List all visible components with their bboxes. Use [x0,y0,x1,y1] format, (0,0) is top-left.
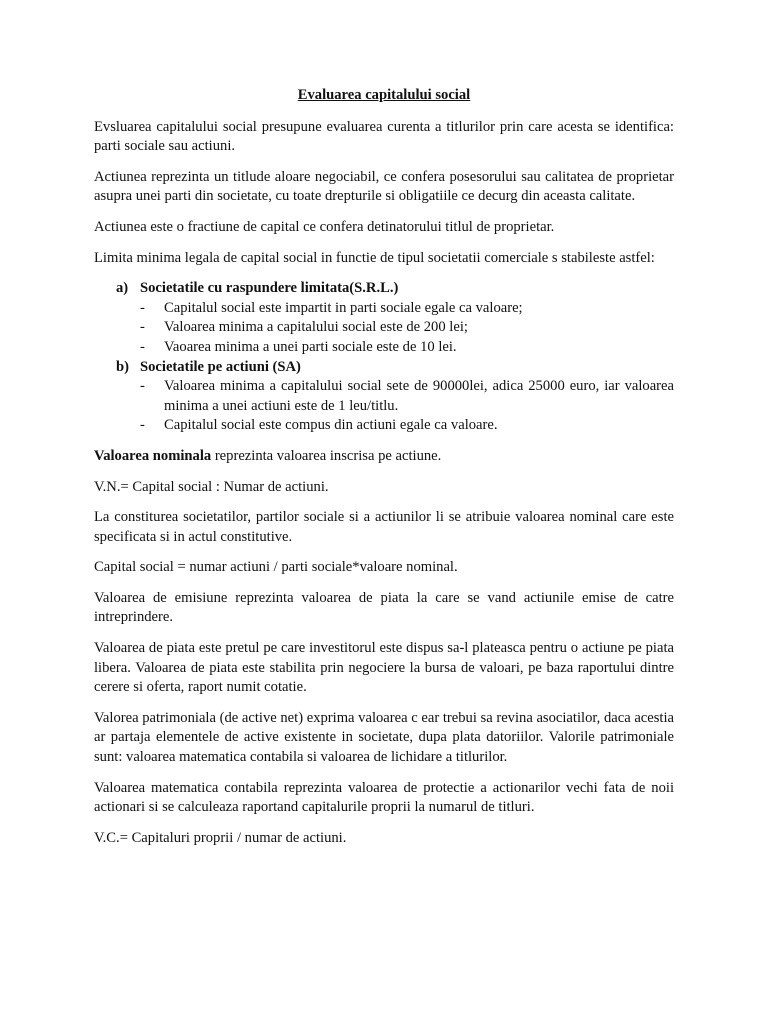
list-item [94,377,674,416]
section-sa-title: Societatile pe actiuni (SA) [140,358,301,375]
paragraph-actiunea-definition: Actiunea reprezinta un titlude aloare negociabil, ce confera posesorului sau calitatea de proprietar asupra unei parti din societate, cu toate drepturile si obligatiile ce decurg din aceasta calitate. [94,168,674,205]
paragraph-constitution: La constiturea societatilor, partilor sociale si a actiunilor li se atribuie valoarea nominal care este specificata si in actul constitutive. [94,509,674,545]
section-srl-items [94,299,674,358]
paragraph-market-value: Valoarea de piata este pretul pe care investitorul este dispus sa-l plateasca pentru o actiune pe piata libera. Valoarea de piata este stabilita prin negociere la bursa de valoari, pe baza raportului dintre cerere si oferta, raport numit cotatie. [94,640,674,696]
paragraph-intro: Evsluarea capitalului social presupune evaluarea curenta a titlurilor prin care acesta se identifica: parti sociale sau actiuni. [94,118,674,155]
list-item [94,299,674,319]
list-item-text: Vaoarea minima a unei parti sociale este de 10 lei. [164,338,457,355]
list-item [94,318,674,338]
paragraph-actiunea-fraction: Actiunea este o fractiune de capital ce confera detinatorului titlul de proprietar. [94,218,555,235]
dash-bullet: - [140,299,145,316]
paragraph-patrimonial-value: Valorea patrimoniala (de active net) exprima valoarea c ear trebui sa revina asociatilor, daca acestia ar partaja elementele de active existente in societate, dupa plata datoriilor. Valorile patrimoniale sunt: valoarea matematica contabila si valoarea de lichidare a titlurilor. [94,709,675,766]
list-item-text: Valoarea minima a capitalului social sete de 90000lei, adica 25000 euro, iar valoarea minima a unei actiuni este de 1 leu/titlu. [164,378,674,414]
document-page [94,86,674,859]
paragraph-emission-value: Valoarea de emisiune reprezinta valoarea de piata la care se vand actiunile emise de catre intreprindere. [94,589,674,626]
section-srl-heading [94,279,674,299]
list-item-text: Capitalul social este compus din actiuni egale ca valoare. [164,417,498,434]
paragraph-accounting-value: Valoarea matematica contabila reprezinta valoarea de protectie a actionarilor vechi fata de noii actionari si se calculeaza raportand capitalurile proprii la numarul de titluri. [94,779,674,816]
paragraph-nominal-value [94,447,674,467]
formula-vn: V.N.= Capital social : Numar de actiuni. [94,478,329,495]
section-sa-marker: b) [116,358,129,375]
company-types-list [94,279,674,436]
section-sa-items [94,377,674,436]
list-item [94,416,674,436]
paragraph-minimum-capital: Limita minima legala de capital social in functie de tipul societatii comerciale s stabileste astfel: [94,249,655,266]
section-sa-heading [94,358,674,378]
section-srl-title: Societatile cu raspundere limitata(S.R.L.) [140,280,399,297]
section-srl-marker: a) [116,280,129,297]
dash-bullet: - [140,338,145,355]
list-item-text: Capitalul social este impartit in parti sociale egale ca valoare; [164,299,523,316]
list-item-text: Valoarea minima a capitalului social este de 200 lei; [164,319,468,336]
section-sa [94,358,674,436]
dash-bullet: - [140,378,145,395]
dash-bullet: - [140,319,145,336]
formula-capital-social: Capital social = numar actiuni / parti sociale*valoare nominal. [94,559,458,576]
formula-vc: V.C.= Capitaluri proprii / numar de actiuni. [94,829,347,846]
nominal-value-term: Valoarea nominala [94,447,212,464]
section-srl [94,279,674,357]
list-item [94,338,674,358]
nominal-value-definition: reprezinta valoarea inscrisa pe actiune. [211,447,442,464]
document-title: Evaluarea capitalului social [297,87,471,103]
dash-bullet: - [140,417,145,434]
